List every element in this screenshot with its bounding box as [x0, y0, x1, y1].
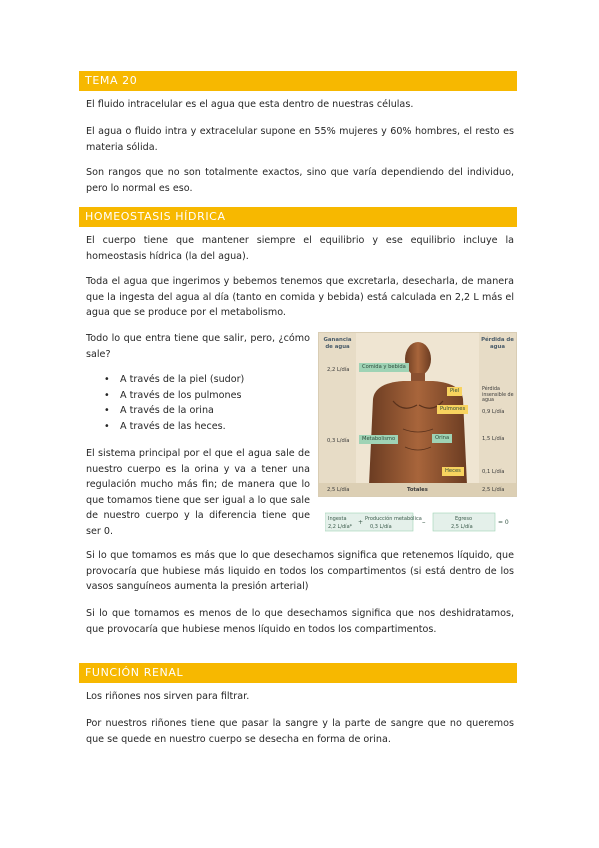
- eq-result: = 0: [498, 519, 509, 526]
- tag-urine: Orina: [432, 434, 452, 443]
- section-header-renal: FUNCIÓN RENAL: [79, 663, 517, 683]
- paragraph: El cuerpo tiene que mantener siempre el equilibrio y ese equilibrio incluye la homeostasis hídrica (la del agua).: [86, 235, 514, 262]
- section-header-tema: TEMA 20: [79, 71, 517, 91]
- paragraph: Todo lo que entra tiene que salir, pero, ¿cómo sale?: [86, 333, 310, 360]
- gain-column: [319, 333, 356, 497]
- paragraph: Si lo que tomamos es más que lo que desechamos significa que retenemos líquido, que provocaría que hubiese más liquido en todos los compartimentos (si está dentro de los vasos sanguíneos aumenta la presión arterial): [86, 550, 514, 593]
- tag-metab: Metabolismo: [359, 435, 398, 444]
- gain-total-value: 2,5 L/día: [327, 486, 350, 493]
- list-item: • A través de la piel (sudor): [104, 372, 244, 388]
- list-item: • A través de los pulmones: [104, 388, 244, 404]
- list-item: • A través de las heces.: [104, 419, 244, 435]
- paragraph: Son rangos que no son totalmente exactos, sino que varía dependiendo del individuo, pero lo normal es eso.: [86, 167, 514, 194]
- paragraph: Si lo que tomamos es menos de lo que desechamos significa que nos deshidratamos, que provocaría que hubiese menos líquido en todos los compartimentos.: [86, 608, 514, 635]
- eq-egreso-value: 2,5 L/día: [451, 524, 473, 530]
- tag-food: Comida y bebida: [359, 363, 409, 372]
- section-header-homeostasis: HOMEOSTASIS HÍDRICA: [79, 207, 517, 227]
- eq-metab-label: Producción metabólica: [365, 516, 422, 522]
- eq-ingesta-value: 2,2 L/día*: [328, 524, 353, 530]
- totals-label: Totales: [407, 486, 428, 493]
- paragraph: El fluido intracelular es el agua que esta dentro de nuestras células.: [86, 99, 414, 110]
- tag-feces: Heces: [442, 467, 464, 476]
- eq-ingesta-label: Ingesta: [328, 516, 347, 522]
- tag-skin: Piel: [447, 387, 462, 396]
- tag-lungs: Pulmones: [437, 405, 468, 414]
- eq-metab-value: 0,3 L/día: [370, 524, 392, 530]
- eq-egreso-label: Egreso: [455, 516, 473, 522]
- balance-equation: [325, 512, 514, 532]
- gain-metab-value: 0,3 L/día: [327, 438, 350, 444]
- list-item: • A través de la orina: [104, 403, 244, 419]
- bullet-list: [104, 372, 244, 434]
- eq-plus: +: [358, 519, 364, 526]
- loss-total-value: 2,5 L/día: [482, 486, 505, 493]
- paragraph: Los riñones nos sirven para filtrar.: [86, 691, 250, 702]
- paragraph: Por nuestros riñones tiene que pasar la sangre y la parte de sangre que no queremos que se quede en nuestro cuerpo se desecha en forma de orina.: [86, 718, 514, 745]
- loss-insensible-label: Pérdida insensible de agua: [482, 387, 514, 404]
- loss-insensible-value: 0,9 L/día: [482, 409, 505, 415]
- water-balance-figure: [318, 332, 517, 497]
- paragraph: Toda el agua que ingerimos y bebemos tenemos que excretarla, desecharla, de manera que la ingesta del agua al día (tanto en comida y bebida) está calculada en 2,2 L más el agua que se produce por el metabolismo.: [86, 276, 514, 319]
- gain-header: Ganancia de agua: [323, 337, 352, 350]
- paragraph: El agua o fluido intra y extracelular supone en 55% mujeres y 60% hombres, el resto es materia sólida.: [86, 126, 514, 153]
- eq-minus: –: [422, 518, 426, 526]
- loss-urine-value: 1,5 L/día: [482, 436, 505, 442]
- gain-food-value: 2,2 L/día: [327, 367, 350, 373]
- loss-feces-value: 0,1 L/día: [482, 469, 505, 475]
- paragraph: El sistema principal por el que el agua sale de nuestro cuerpo es la orina y va a tener una regulación mucho más fin; de manera que lo que tomamos tiene que ser igual a lo que sale de nuestro cuerpo y la diferencia tiene que ser 0.: [86, 448, 310, 537]
- loss-header: Pérdida de agua: [481, 337, 514, 350]
